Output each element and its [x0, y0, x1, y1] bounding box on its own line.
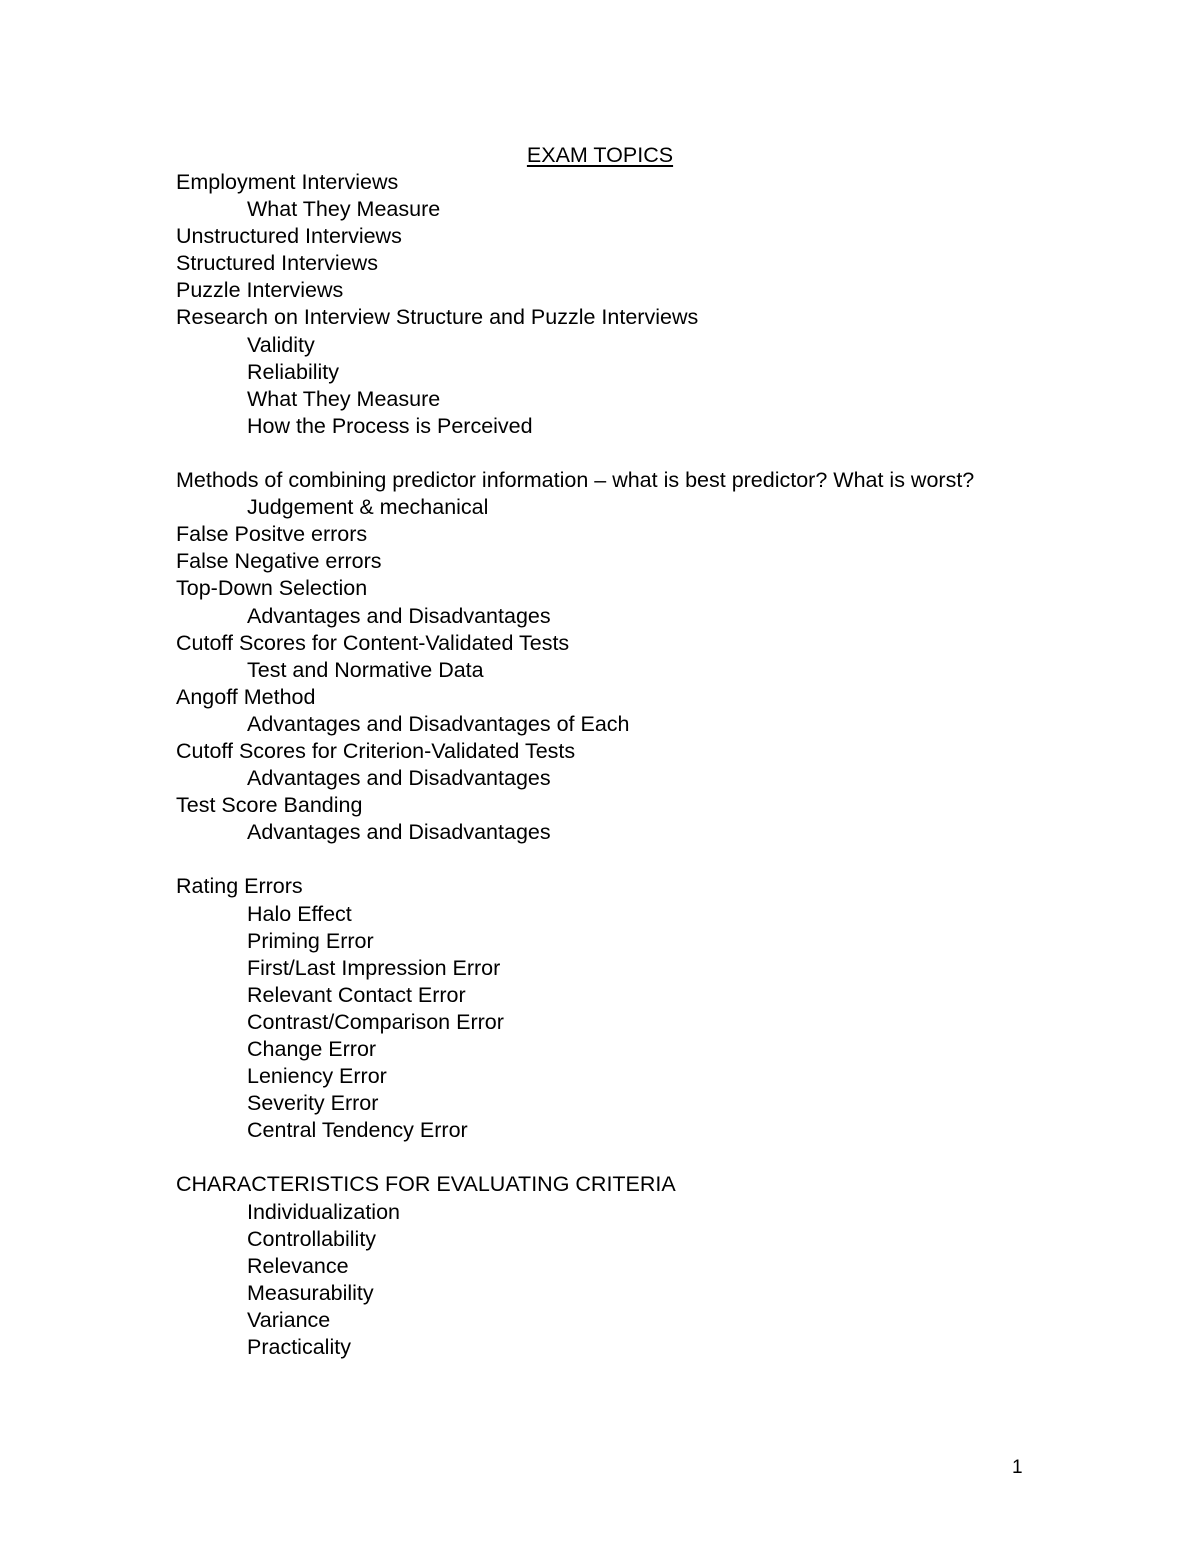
subtopic-item: Reliability — [247, 359, 340, 384]
subtopic-item: Measurability — [247, 1280, 374, 1305]
subtopic-item: Advantages and Disadvantages — [247, 820, 551, 845]
subtopic-item: Individualization — [247, 1199, 400, 1224]
subtopic-item: Test and Normative Data — [247, 657, 484, 682]
subtopic-item: Validity — [247, 332, 315, 357]
blank-line — [176, 846, 986, 873]
subtopic-item: Halo Effect — [247, 901, 352, 926]
blank-line — [176, 440, 986, 467]
topic-item: Unstructured Interviews — [176, 224, 402, 249]
topic-item: Cutoff Scores for Criterion-Validated Tests — [176, 738, 576, 763]
page-title — [0, 142, 1200, 169]
subtopic-item: Judgement & mechanical — [247, 495, 489, 520]
subtopic-item: How the Process is Perceived — [247, 413, 533, 438]
subtopic-item: Contrast/Comparison Error — [247, 1009, 504, 1034]
topic-item: Rating Errors — [176, 874, 303, 899]
topic-item: Structured Interviews — [176, 251, 378, 276]
topic-item: False Negative errors — [176, 549, 382, 574]
topic-item: Employment Interviews — [176, 170, 399, 194]
subtopic-item: Central Tendency Error — [247, 1118, 468, 1143]
subtopic-item: What They Measure — [247, 197, 441, 222]
topic-item: Angoff Method — [176, 684, 316, 709]
topic-item: Test Score Banding — [176, 793, 363, 818]
topic-item: Puzzle Interviews — [176, 278, 344, 303]
subtopic-item: Advantages and Disadvantages of Each — [247, 711, 630, 736]
topic-item: Cutoff Scores for Content-Validated Tests — [176, 630, 570, 655]
subtopic-item: Relevance — [247, 1253, 349, 1278]
subtopic-item: First/Last Impression Error — [247, 955, 501, 980]
topic-item: Top-Down Selection — [176, 576, 368, 601]
page-number: 1 — [1012, 1457, 1023, 1478]
topic-item: CHARACTERISTICS FOR EVALUATING CRITERIA — [176, 1172, 676, 1197]
subtopic-item: Priming Error — [247, 928, 374, 953]
topic-item: False Positve errors — [176, 522, 368, 547]
subtopic-item: Relevant Contact Error — [247, 982, 466, 1007]
blank-line — [176, 1144, 986, 1171]
subtopic-item: Variance — [247, 1307, 331, 1332]
subtopic-item: Change Error — [247, 1037, 377, 1061]
topic-item: Research on Interview Structure and Puzzle Interviews — [176, 305, 699, 330]
topic-list — [176, 169, 986, 1361]
subtopic-item: Advantages and Disadvantages — [247, 766, 551, 791]
subtopic-item: Leniency Error — [247, 1064, 387, 1089]
subtopic-item: Advantages and Disadvantages — [247, 603, 551, 628]
page-title-text: EXAM TOPICS — [526, 143, 674, 167]
subtopic-item: Severity Error — [247, 1091, 379, 1116]
subtopic-item: What They Measure — [247, 386, 441, 411]
subtopic-item: Controllability — [247, 1226, 377, 1251]
subtopic-item: Practicality — [247, 1335, 351, 1360]
topic-item: Methods of combining predictor information – what is best predictor? What is worst? — [176, 468, 975, 493]
